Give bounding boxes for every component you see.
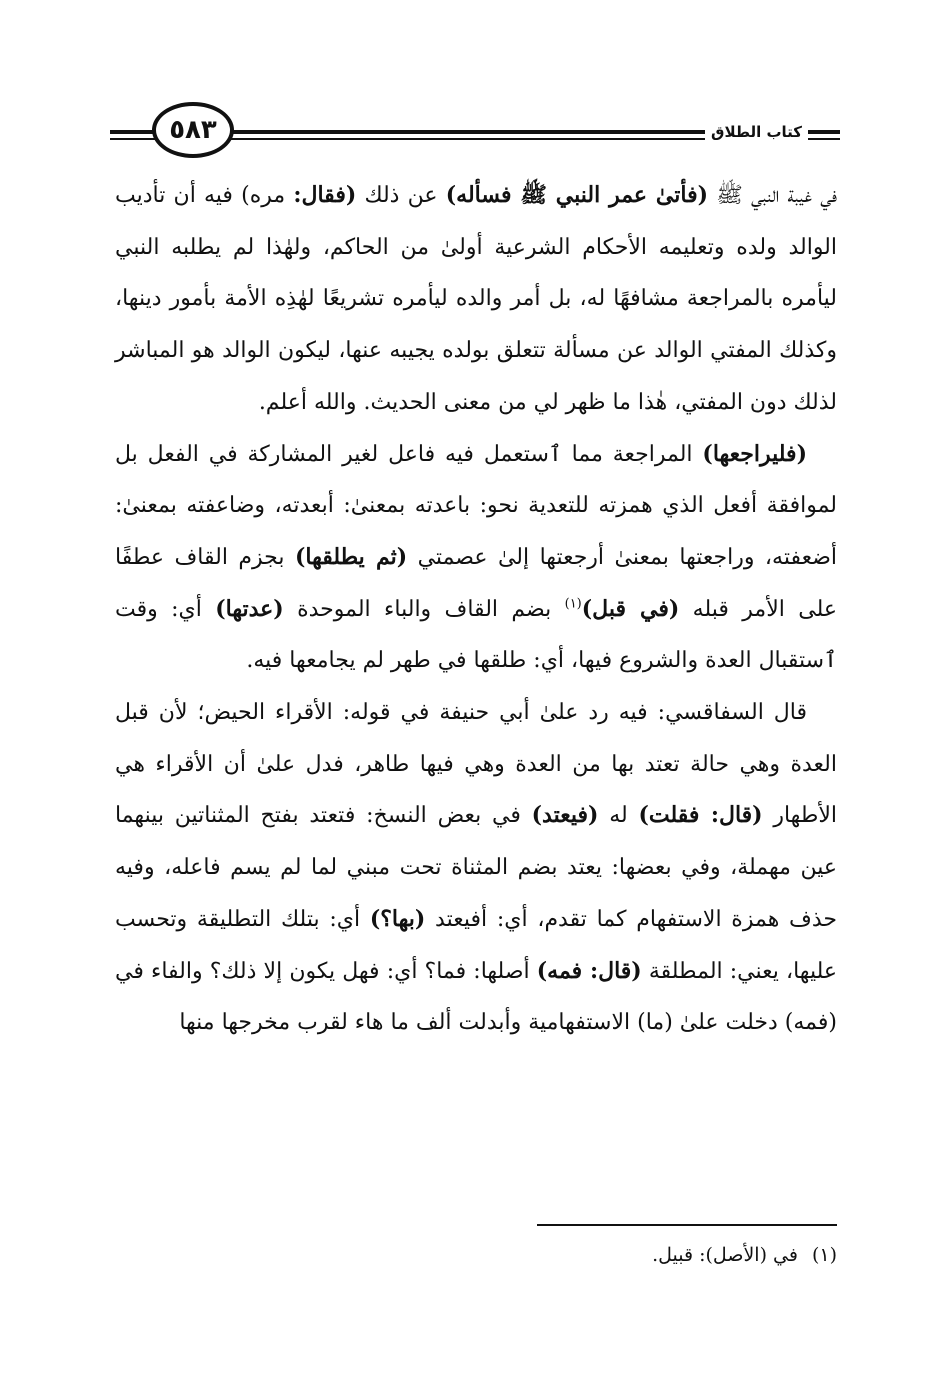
quoted-hadith-text: (قال: فمه) xyxy=(536,957,642,984)
header-right-dash xyxy=(814,130,840,134)
text-run: عن ذلك xyxy=(356,183,446,208)
quoted-hadith-text: (قال: فقلت) xyxy=(638,802,763,829)
footnote-reference: (١) xyxy=(564,596,582,612)
running-title: كتاب الطلاق xyxy=(705,120,808,144)
footnote-separator xyxy=(537,1224,837,1226)
quoted-hadith-text: (عدتها) xyxy=(215,595,284,622)
footnote xyxy=(500,1240,837,1270)
text-run: أي: بتلك التطليقة وتحسب عليها، يعني: المطلقة xyxy=(115,906,837,984)
text-run: أي: وقت ٱستقبال العدة والشروع فيها، أي: طلقها في طهر لم يجامعها فيه. xyxy=(115,596,837,674)
text-run: له xyxy=(598,803,639,829)
text-run: بجزم القاف عطفًا على الأمر قبله xyxy=(115,544,837,622)
paragraph-2 xyxy=(115,429,837,688)
text-run: في بعض النسخ: فتعتد بفتح المثناتين بينهما عين مهملة، وفي بعضها: يعتد بضم المثناة تحت مبني لما لم يسم فاعله، وفيه حذف همزة الاستفهام كما تقدم، أي: أفيعتد xyxy=(115,803,837,932)
text-run: بضم القاف والباء الموحدة xyxy=(283,596,565,622)
quoted-hadith-text: (فليراجعها) xyxy=(702,440,807,467)
paragraph-3 xyxy=(115,687,837,1049)
text-run: في غيبة النبي ﷺ xyxy=(708,183,837,208)
text-run: مره) فيه أن تأديب الوالد ولده وتعليمه الأحكام الشرعية أولىٰ من الحاكم، ولهٰذا لم يطلبه النبي ليأمره بالمراجعة مشافهًا له، بل أمر والده ليأمره تشريعًا لهٰذِه الأمة بأمور دينها، وكذلك المفتي الوالد عن مسألة تتعلق بولده يجيبه عنها، ليكون الوالد هو المباشر لذلك دون المفتي، هٰذا ما ظهر لي من معنى الحديث. والله أعلم. xyxy=(115,183,837,415)
page-number: ٥٨٣ xyxy=(169,115,217,145)
text-run: أصلها: فما؟ أي: فهل يكون إلا ذلك؟ والفاء في (فمه) دخلت علىٰ (ما) الاستفهامية وأبدلت ألف ما هاء لقرب مخرجها منها xyxy=(115,958,837,1036)
main-text xyxy=(115,170,837,1049)
quoted-hadith-text: (فأتىٰ عمر النبي ﷺ فسأله) xyxy=(445,182,709,208)
paragraph-1 xyxy=(115,170,837,429)
quoted-hadith-text: (بها؟) xyxy=(369,905,426,932)
quoted-hadith-text: (فقال: xyxy=(293,182,357,208)
text-run: قال السفاقسي: فيه رد علىٰ أبي حنيفة في قوله: الأقراء الحيض؛ لأن قبل العدة وهي حالة تعتد بها من العدة وهي فيها طاهر، فدل علىٰ أن الأقراء هي الأطهار xyxy=(115,700,837,829)
text-run: المراجعة مما ٱستعمل فيه فاعل لغير المشاركة في الفعل بل لموافقة أفعل الذي همزته للتعدية نحو: باعدته بمعنىٰ: أبعدته، وضاعفته بمعنىٰ: أضعفته، وراجعتها بمعنىٰ أرجعتها إلىٰ عصمتي xyxy=(115,441,838,570)
footnote-text: في (الأصل): قبيل. xyxy=(652,1244,798,1266)
quoted-hadith-text: (فيعتد) xyxy=(531,802,599,829)
quoted-hadith-text: (في قبل) xyxy=(581,595,680,622)
footnote-marker: (١) xyxy=(811,1244,837,1266)
page-number-badge xyxy=(152,102,234,158)
page-header xyxy=(110,100,840,160)
quoted-hadith-text: (ثم يطلقها) xyxy=(294,543,408,570)
